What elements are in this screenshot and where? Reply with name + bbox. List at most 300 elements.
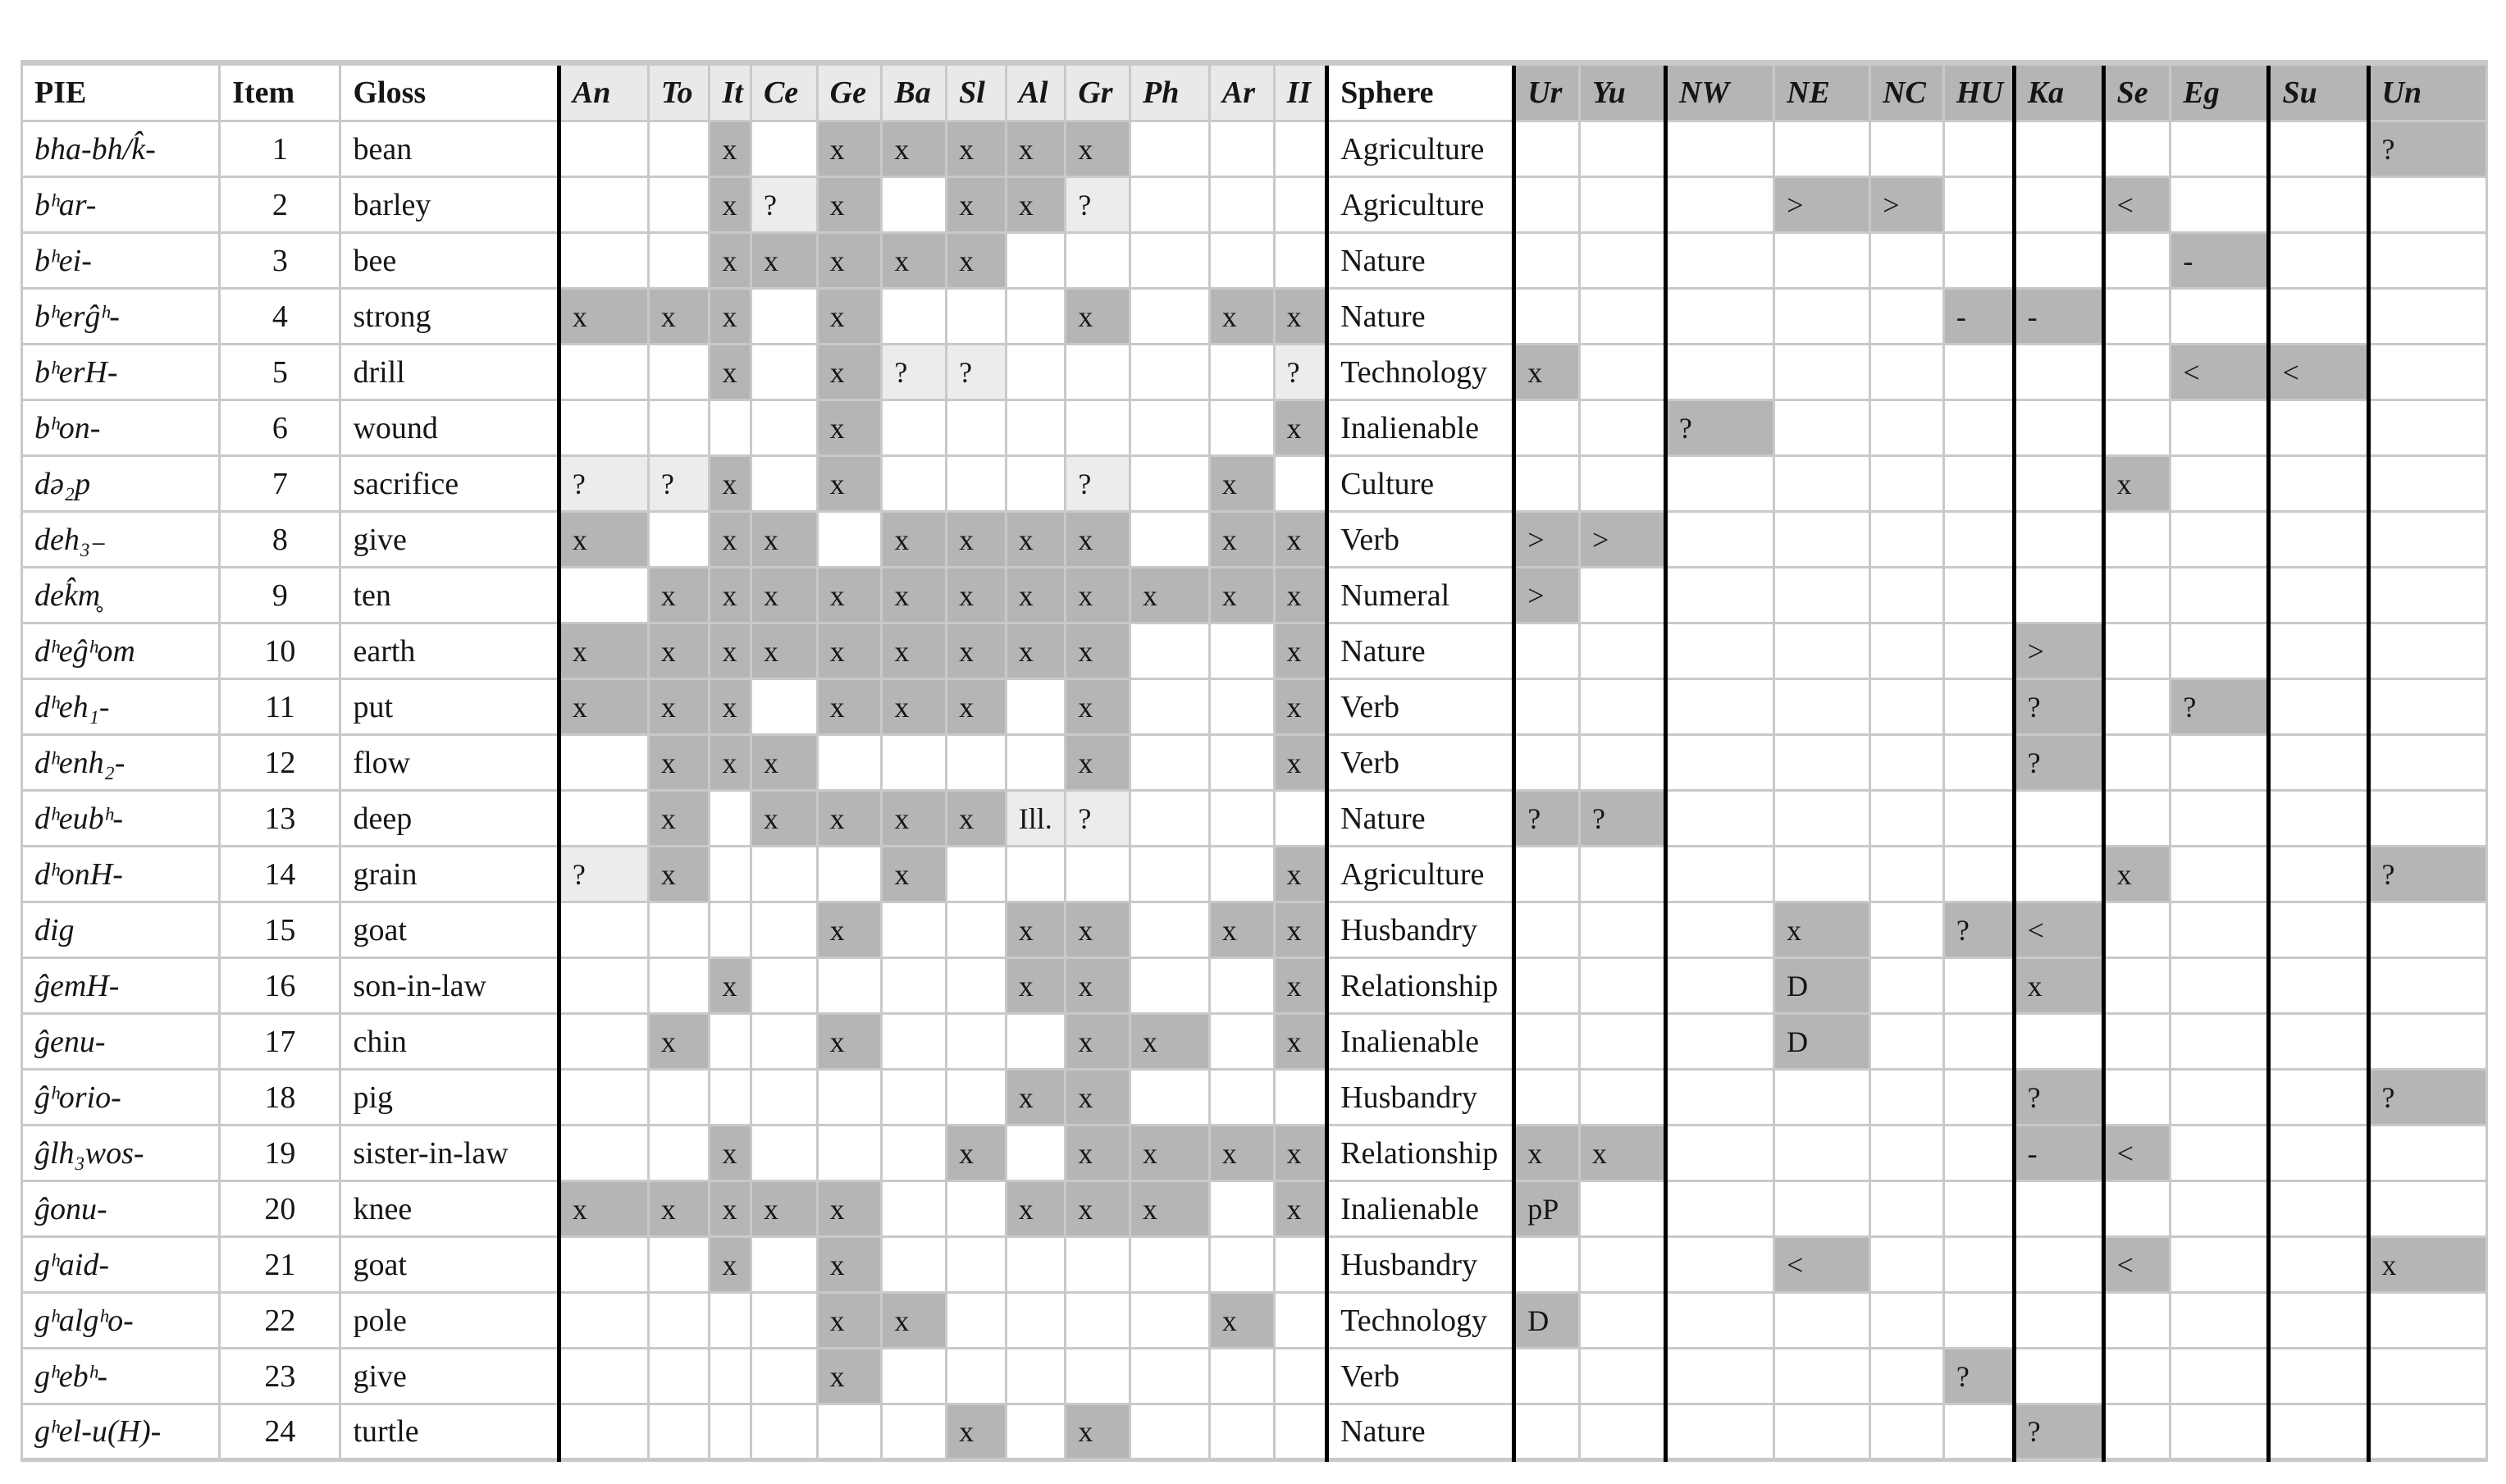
matrix-cell-ka: [2014, 1237, 2103, 1293]
matrix-cell-ka: [2014, 847, 2103, 902]
matrix-cell-to: [648, 121, 710, 177]
matrix-cell-ne: [1774, 400, 1870, 456]
matrix-cell-ge: [817, 1126, 882, 1181]
matrix-cell-ge: [817, 847, 882, 902]
matrix-cell-ii: x: [1274, 735, 1327, 791]
pie-root: dʰeubʰ-: [22, 791, 220, 847]
matrix-cell-hu: [1943, 456, 2014, 512]
matrix-cell-ce: [751, 400, 817, 456]
matrix-cell-ii: [1274, 121, 1327, 177]
matrix-cell-ce: [751, 847, 817, 902]
matrix-cell-ii: x: [1274, 958, 1327, 1014]
item-number: 23: [220, 1349, 340, 1404]
sphere: Agriculture: [1327, 121, 1514, 177]
matrix-cell-ii: ?: [1274, 345, 1327, 400]
matrix-cell-sl: x: [947, 791, 1007, 847]
matrix-cell-ar: x: [1209, 289, 1274, 345]
table-row: [22, 456, 2487, 512]
matrix-cell-nc: [1870, 1237, 1944, 1293]
matrix-cell-al: x: [1006, 1181, 1066, 1237]
item-number: 19: [220, 1126, 340, 1181]
matrix-cell-an: [559, 791, 648, 847]
gloss: flow: [340, 735, 559, 791]
matrix-cell-ne: [1774, 512, 1870, 568]
matrix-cell-al: [1006, 289, 1066, 345]
matrix-cell-it: [710, 1070, 751, 1126]
sphere: Nature: [1327, 623, 1514, 679]
sphere: Technology: [1327, 1293, 1514, 1349]
matrix-cell-nw: ?: [1665, 400, 1773, 456]
matrix-cell-se: [2103, 791, 2170, 847]
matrix-cell-ba: x: [882, 568, 947, 623]
matrix-cell-hu: ?: [1943, 1349, 2014, 1404]
sphere: Husbandry: [1327, 902, 1514, 958]
matrix-cell-ph: [1130, 233, 1210, 289]
matrix-cell-eg: [2170, 177, 2269, 233]
matrix-cell-ce: ?: [751, 177, 817, 233]
matrix-cell-nw: [1665, 847, 1773, 902]
matrix-cell-sl: x: [947, 233, 1007, 289]
matrix-cell-se: [2103, 400, 2170, 456]
matrix-cell-eg: [2170, 1293, 2269, 1349]
matrix-cell-it: x: [710, 623, 751, 679]
matrix-cell-ar: [1209, 1237, 1274, 1293]
matrix-cell-nc: [1870, 1070, 1944, 1126]
matrix-cell-ka: -: [2014, 289, 2103, 345]
matrix-cell-eg: [2170, 400, 2269, 456]
matrix-cell-eg: [2170, 1237, 2269, 1293]
matrix-cell-ar: [1209, 345, 1274, 400]
col-header-ce: Ce: [751, 63, 817, 121]
matrix-cell-gr: x: [1066, 679, 1130, 735]
gloss: strong: [340, 289, 559, 345]
col-header-item: Item: [220, 63, 340, 121]
matrix-cell-yu: [1579, 1070, 1665, 1126]
matrix-cell-un: ?: [2368, 1070, 2486, 1126]
matrix-cell-ph: [1130, 902, 1210, 958]
table-row: [22, 1293, 2487, 1349]
matrix-cell-ka: <: [2014, 902, 2103, 958]
matrix-cell-ka: [2014, 1293, 2103, 1349]
matrix-cell-ii: x: [1274, 568, 1327, 623]
sphere: Agriculture: [1327, 177, 1514, 233]
matrix-cell-yu: [1579, 902, 1665, 958]
matrix-cell-ar: [1209, 679, 1274, 735]
lexical-matrix-table: [21, 60, 2488, 1462]
matrix-cell-ii: [1274, 1237, 1327, 1293]
matrix-cell-yu: [1579, 345, 1665, 400]
item-number: 7: [220, 456, 340, 512]
matrix-cell-ur: [1514, 847, 1580, 902]
matrix-cell-ne: [1774, 1070, 1870, 1126]
matrix-cell-ka: ?: [2014, 735, 2103, 791]
matrix-cell-ka: [2014, 1014, 2103, 1070]
matrix-cell-ar: [1209, 1181, 1274, 1237]
matrix-cell-ur: [1514, 177, 1580, 233]
matrix-cell-eg: [2170, 847, 2269, 902]
matrix-cell-sl: [947, 289, 1007, 345]
matrix-cell-sl: [947, 1237, 1007, 1293]
table-row: [22, 177, 2487, 233]
matrix-cell-yu: [1579, 1404, 1665, 1460]
matrix-cell-un: [2368, 289, 2486, 345]
matrix-cell-an: [559, 1404, 648, 1460]
matrix-cell-it: x: [710, 177, 751, 233]
matrix-cell-ba: [882, 1349, 947, 1404]
matrix-cell-se: <: [2103, 177, 2170, 233]
matrix-cell-un: [2368, 1293, 2486, 1349]
matrix-cell-ne: D: [1774, 1014, 1870, 1070]
table-row: [22, 679, 2487, 735]
matrix-cell-su: [2269, 1293, 2368, 1349]
matrix-cell-it: x: [710, 568, 751, 623]
matrix-cell-hu: [1943, 233, 2014, 289]
matrix-cell-su: [2269, 121, 2368, 177]
matrix-cell-ur: [1514, 1404, 1580, 1460]
item-number: 11: [220, 679, 340, 735]
matrix-cell-ur: [1514, 1349, 1580, 1404]
matrix-cell-al: [1006, 679, 1066, 735]
matrix-cell-un: [2368, 568, 2486, 623]
matrix-cell-yu: [1579, 623, 1665, 679]
matrix-cell-ph: [1130, 512, 1210, 568]
matrix-cell-an: x: [559, 289, 648, 345]
matrix-cell-nc: [1870, 1293, 1944, 1349]
col-header-ne: NE: [1774, 63, 1870, 121]
pie-lexical-matrix: [21, 60, 2488, 1462]
matrix-cell-yu: [1579, 289, 1665, 345]
matrix-cell-ph: [1130, 791, 1210, 847]
matrix-cell-eg: [2170, 1126, 2269, 1181]
matrix-cell-yu: ?: [1579, 791, 1665, 847]
col-header-nc: NC: [1870, 63, 1944, 121]
matrix-cell-ar: x: [1209, 902, 1274, 958]
matrix-cell-ii: [1274, 1349, 1327, 1404]
matrix-cell-it: [710, 791, 751, 847]
matrix-cell-nw: [1665, 121, 1773, 177]
matrix-cell-ne: >: [1774, 177, 1870, 233]
pie-root: bʰerĝʰ-: [22, 289, 220, 345]
table-row: [22, 1349, 2487, 1404]
matrix-cell-ce: [751, 958, 817, 1014]
matrix-cell-eg: [2170, 735, 2269, 791]
sphere: Verb: [1327, 512, 1514, 568]
matrix-cell-ne: [1774, 735, 1870, 791]
matrix-cell-an: x: [559, 1181, 648, 1237]
matrix-cell-ii: x: [1274, 1126, 1327, 1181]
matrix-cell-ge: x: [817, 121, 882, 177]
matrix-cell-sl: x: [947, 1404, 1007, 1460]
matrix-cell-it: x: [710, 512, 751, 568]
matrix-cell-sl: [947, 1181, 1007, 1237]
matrix-cell-un: ?: [2368, 121, 2486, 177]
matrix-cell-an: [559, 177, 648, 233]
matrix-cell-yu: [1579, 1349, 1665, 1404]
gloss: ten: [340, 568, 559, 623]
matrix-cell-ce: [751, 679, 817, 735]
matrix-cell-sl: [947, 1293, 1007, 1349]
matrix-cell-ce: x: [751, 791, 817, 847]
matrix-cell-ba: x: [882, 512, 947, 568]
matrix-cell-ge: x: [817, 568, 882, 623]
matrix-cell-ce: [751, 1014, 817, 1070]
matrix-cell-ne: [1774, 121, 1870, 177]
matrix-cell-ph: [1130, 456, 1210, 512]
pie-root: də₂p: [22, 456, 220, 512]
matrix-cell-su: [2269, 735, 2368, 791]
matrix-cell-ur: [1514, 1014, 1580, 1070]
matrix-cell-sl: x: [947, 177, 1007, 233]
matrix-cell-eg: [2170, 1014, 2269, 1070]
matrix-cell-un: [2368, 1404, 2486, 1460]
matrix-cell-it: [710, 1293, 751, 1349]
item-number: 1: [220, 121, 340, 177]
pie-root: dek̂m̥: [22, 568, 220, 623]
matrix-cell-ph: [1130, 1070, 1210, 1126]
gloss: goat: [340, 902, 559, 958]
matrix-cell-ii: [1274, 456, 1327, 512]
matrix-cell-nc: [1870, 568, 1944, 623]
matrix-cell-ge: x: [817, 1293, 882, 1349]
matrix-cell-su: [2269, 1181, 2368, 1237]
matrix-cell-su: [2269, 1237, 2368, 1293]
matrix-cell-gr: x: [1066, 735, 1130, 791]
matrix-cell-su: [2269, 177, 2368, 233]
matrix-cell-su: [2269, 512, 2368, 568]
sphere: Nature: [1327, 233, 1514, 289]
matrix-cell-an: [559, 233, 648, 289]
matrix-cell-al: [1006, 400, 1066, 456]
gloss: give: [340, 512, 559, 568]
matrix-cell-nw: [1665, 233, 1773, 289]
matrix-cell-eg: [2170, 512, 2269, 568]
matrix-cell-sl: [947, 902, 1007, 958]
sphere: Nature: [1327, 289, 1514, 345]
pie-root: bʰar-: [22, 177, 220, 233]
matrix-cell-al: x: [1006, 958, 1066, 1014]
matrix-cell-gr: x: [1066, 623, 1130, 679]
matrix-cell-ur: [1514, 456, 1580, 512]
matrix-cell-an: [559, 735, 648, 791]
matrix-cell-ph: [1130, 121, 1210, 177]
matrix-cell-it: x: [710, 1237, 751, 1293]
matrix-cell-gr: [1066, 345, 1130, 400]
table-body: [22, 121, 2487, 1460]
item-number: 22: [220, 1293, 340, 1349]
matrix-cell-nc: [1870, 345, 1944, 400]
matrix-cell-ph: [1130, 1349, 1210, 1404]
matrix-cell-un: ?: [2368, 847, 2486, 902]
matrix-cell-ka: [2014, 400, 2103, 456]
matrix-cell-sl: [947, 1014, 1007, 1070]
matrix-cell-sl: [947, 400, 1007, 456]
matrix-cell-ii: x: [1274, 623, 1327, 679]
pie-root: gʰalgʰo-: [22, 1293, 220, 1349]
matrix-cell-gr: [1066, 1349, 1130, 1404]
matrix-cell-ne: x: [1774, 902, 1870, 958]
matrix-cell-ur: [1514, 289, 1580, 345]
matrix-cell-to: [648, 1293, 710, 1349]
matrix-cell-ur: D: [1514, 1293, 1580, 1349]
item-number: 2: [220, 177, 340, 233]
matrix-cell-ge: [817, 735, 882, 791]
item-number: 4: [220, 289, 340, 345]
matrix-cell-yu: [1579, 847, 1665, 902]
matrix-cell-se: [2103, 568, 2170, 623]
pie-root: ĝonu-: [22, 1181, 220, 1237]
matrix-cell-se: [2103, 1181, 2170, 1237]
matrix-cell-ar: x: [1209, 1293, 1274, 1349]
matrix-cell-it: x: [710, 958, 751, 1014]
matrix-cell-ur: [1514, 121, 1580, 177]
matrix-cell-to: x: [648, 679, 710, 735]
matrix-cell-an: x: [559, 623, 648, 679]
matrix-cell-ba: x: [882, 679, 947, 735]
item-number: 18: [220, 1070, 340, 1126]
matrix-cell-ii: x: [1274, 289, 1327, 345]
matrix-cell-hu: [1943, 735, 2014, 791]
matrix-cell-ka: [2014, 1349, 2103, 1404]
table-row: [22, 623, 2487, 679]
matrix-cell-un: [2368, 958, 2486, 1014]
pie-root: ĝemH-: [22, 958, 220, 1014]
col-header-eg: Eg: [2170, 63, 2269, 121]
matrix-cell-nw: [1665, 1181, 1773, 1237]
matrix-cell-ii: x: [1274, 847, 1327, 902]
matrix-cell-ba: [882, 1181, 947, 1237]
matrix-cell-yu: [1579, 1181, 1665, 1237]
pie-root: dʰenh₂-: [22, 735, 220, 791]
matrix-cell-eg: [2170, 568, 2269, 623]
matrix-cell-al: [1006, 1237, 1066, 1293]
item-number: 9: [220, 568, 340, 623]
matrix-cell-ba: [882, 902, 947, 958]
matrix-cell-un: [2368, 233, 2486, 289]
gloss: deep: [340, 791, 559, 847]
matrix-cell-to: [648, 177, 710, 233]
matrix-cell-ii: [1274, 1070, 1327, 1126]
col-header-se: Se: [2103, 63, 2170, 121]
col-header-it: It: [710, 63, 751, 121]
matrix-cell-hu: [1943, 623, 2014, 679]
col-header-an: An: [559, 63, 648, 121]
item-number: 12: [220, 735, 340, 791]
matrix-cell-it: x: [710, 735, 751, 791]
matrix-cell-ne: [1774, 847, 1870, 902]
matrix-cell-ka: [2014, 568, 2103, 623]
matrix-cell-su: [2269, 958, 2368, 1014]
matrix-cell-gr: [1066, 847, 1130, 902]
matrix-cell-al: x: [1006, 512, 1066, 568]
col-header-al: Al: [1006, 63, 1066, 121]
matrix-cell-ur: [1514, 679, 1580, 735]
pie-root: dʰeh₁-: [22, 679, 220, 735]
matrix-cell-nw: [1665, 791, 1773, 847]
matrix-cell-ge: x: [817, 289, 882, 345]
matrix-cell-gr: [1066, 400, 1130, 456]
matrix-cell-an: [559, 1070, 648, 1126]
matrix-cell-to: x: [648, 735, 710, 791]
matrix-cell-it: x: [710, 345, 751, 400]
matrix-cell-ar: [1209, 958, 1274, 1014]
matrix-cell-ur: [1514, 1237, 1580, 1293]
matrix-cell-su: [2269, 233, 2368, 289]
gloss: goat: [340, 1237, 559, 1293]
matrix-cell-ba: x: [882, 847, 947, 902]
matrix-cell-ii: [1274, 177, 1327, 233]
matrix-cell-ba: [882, 958, 947, 1014]
matrix-cell-an: [559, 1237, 648, 1293]
matrix-cell-ce: [751, 456, 817, 512]
matrix-cell-ph: [1130, 679, 1210, 735]
matrix-cell-nc: [1870, 735, 1944, 791]
matrix-cell-ba: [882, 456, 947, 512]
matrix-cell-su: [2269, 400, 2368, 456]
matrix-cell-ne: [1774, 623, 1870, 679]
gloss: barley: [340, 177, 559, 233]
matrix-cell-ar: [1209, 847, 1274, 902]
gloss: earth: [340, 623, 559, 679]
matrix-cell-yu: x: [1579, 1126, 1665, 1181]
matrix-cell-al: x: [1006, 121, 1066, 177]
matrix-cell-un: [2368, 735, 2486, 791]
sphere: Culture: [1327, 456, 1514, 512]
col-header-ur: Ur: [1514, 63, 1580, 121]
matrix-cell-an: [559, 1126, 648, 1181]
matrix-cell-eg: -: [2170, 233, 2269, 289]
matrix-cell-al: Ill.: [1006, 791, 1066, 847]
matrix-cell-ba: [882, 289, 947, 345]
matrix-cell-gr: x: [1066, 289, 1130, 345]
matrix-cell-yu: [1579, 958, 1665, 1014]
matrix-cell-ne: [1774, 568, 1870, 623]
matrix-cell-se: [2103, 735, 2170, 791]
matrix-cell-nc: [1870, 456, 1944, 512]
matrix-cell-al: [1006, 345, 1066, 400]
matrix-cell-to: x: [648, 1181, 710, 1237]
matrix-cell-ph: [1130, 1293, 1210, 1349]
matrix-cell-ar: x: [1209, 568, 1274, 623]
matrix-cell-sl: [947, 1349, 1007, 1404]
table-row: [22, 568, 2487, 623]
matrix-cell-gr: x: [1066, 568, 1130, 623]
gloss: pig: [340, 1070, 559, 1126]
sphere: Nature: [1327, 1404, 1514, 1460]
matrix-cell-ar: [1209, 1014, 1274, 1070]
matrix-cell-ur: [1514, 902, 1580, 958]
matrix-cell-sl: x: [947, 679, 1007, 735]
matrix-cell-yu: [1579, 1237, 1665, 1293]
matrix-cell-hu: [1943, 512, 2014, 568]
matrix-cell-ce: x: [751, 568, 817, 623]
matrix-cell-nw: [1665, 958, 1773, 1014]
matrix-cell-ce: x: [751, 735, 817, 791]
matrix-cell-hu: [1943, 400, 2014, 456]
matrix-cell-se: <: [2103, 1237, 2170, 1293]
matrix-cell-nc: [1870, 902, 1944, 958]
matrix-cell-ph: [1130, 177, 1210, 233]
matrix-cell-ka: [2014, 233, 2103, 289]
sphere: Numeral: [1327, 568, 1514, 623]
gloss: chin: [340, 1014, 559, 1070]
matrix-cell-hu: [1943, 791, 2014, 847]
matrix-cell-hu: [1943, 177, 2014, 233]
gloss: bean: [340, 121, 559, 177]
sphere: Husbandry: [1327, 1237, 1514, 1293]
item-number: 17: [220, 1014, 340, 1070]
matrix-cell-to: [648, 400, 710, 456]
matrix-cell-eg: [2170, 1181, 2269, 1237]
